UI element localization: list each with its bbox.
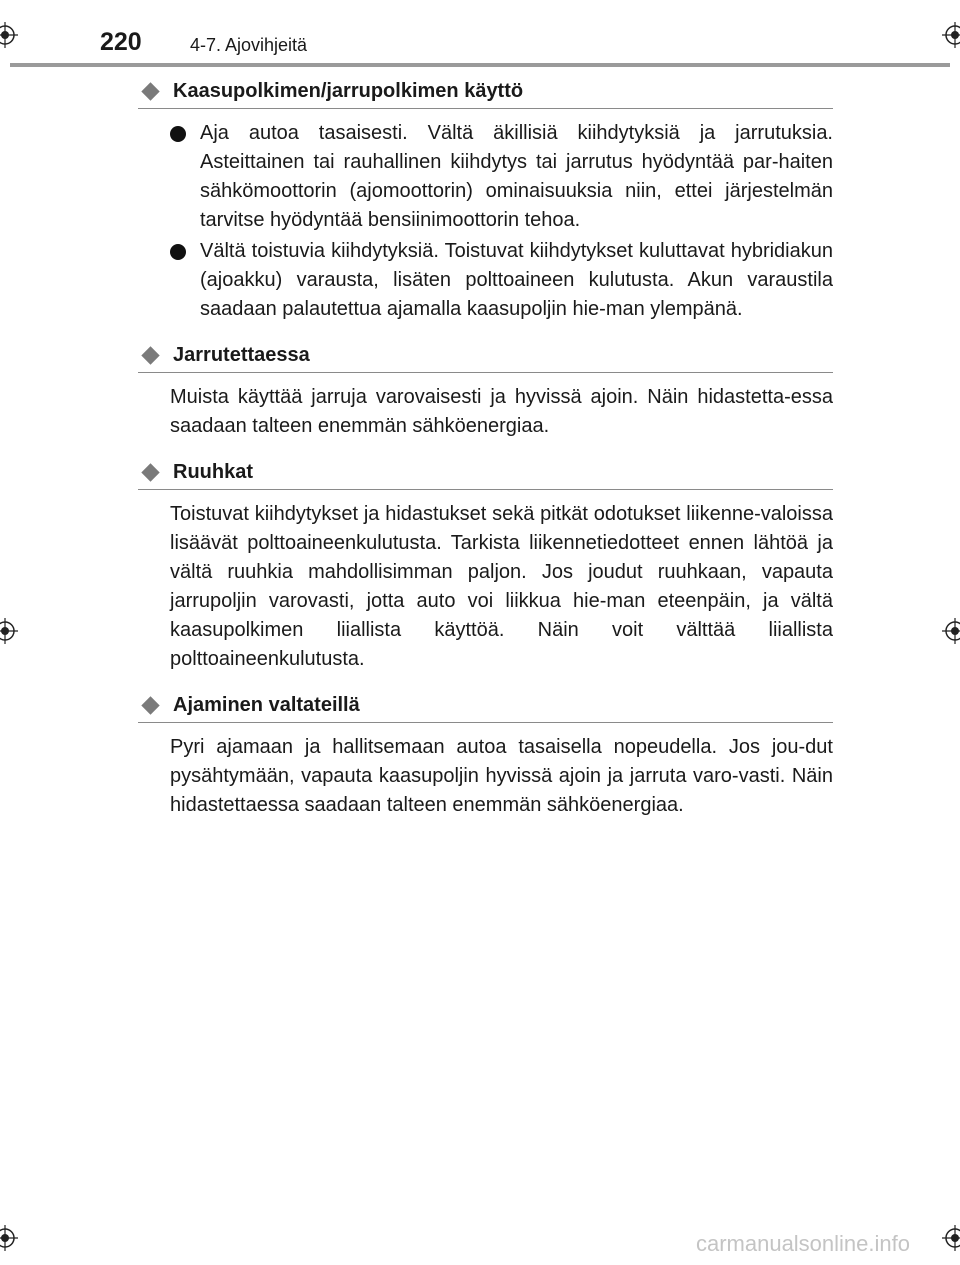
bullet-icon [170,244,186,260]
section-title: Kaasupolkimen/jarrupolkimen käyttö [173,80,524,102]
diamond-icon [141,82,159,100]
section-title: Jarrutettaessa [173,344,310,366]
page-content [138,76,833,836]
section-traffic-jams [138,457,833,674]
section-title: Ruuhkat [173,461,253,483]
registration-mark-icon [0,618,18,644]
section-header [138,457,833,490]
section-paragraph: Toistuvat kiihdytykset ja hidastukset sekä pitkät odotukset liikenne-valoissa lisäävät polttoaineenkulutusta. Tarkista liikennetiedotteet ennen lähtöä ja vältä ruuhkia mahdollisimman paljon. Jos joudut ruuhkaan, vapauta jarrupoljin varovasti, jotta auto voi liikkua hie-man eteenpäin, ja vältä kaasupolkimen liiallista käyttöä. Näin voit välttää liiallista polttoaineenkulutusta. [170,503,833,670]
bullet-item [138,237,833,324]
section-paragraph: Pyri ajamaan ja hallitsemaan autoa tasaisella nopeudella. Jos jou-dut pysähtymään, vapauta kaasupoljin hyvissä ajoin ja jarruta varo-vasti. Näin hidastettaessa saadaan talteen enemmän sähköenergiaa. [170,736,833,816]
diamond-icon [141,346,159,364]
section-title: Ajaminen valtateillä [173,694,360,716]
bullet-text: Aja autoa tasaisesti. Vältä äkillisiä kiihdytyksiä ja jarrutuksia. Asteittainen tai rauhallinen kiihdytys tai jarrutus hyödyntää par-haiten sähkömoottorin (ajomoottorin) ominaisuuksia niin, ettei järjestelmän tarvitse hyödyntää bensiinimoottorin tehoa. [200,122,833,231]
registration-mark-icon [0,22,18,48]
section-pedal-use [138,76,833,324]
bullet-item [138,119,833,235]
section-header [138,690,833,723]
diamond-icon [141,463,159,481]
page-header [0,0,960,70]
registration-mark-icon [942,1225,960,1251]
section-braking [138,340,833,441]
diamond-icon [141,696,159,714]
section-paragraph: Muista käyttää jarruja varovaisesti ja hyvissä ajoin. Näin hidastetta-essa saadaan talteen enemmän sähköenergiaa. [170,386,833,437]
watermark: carmanualsonline.info [695,1231,910,1256]
chapter-title: 4-7. Ajovihjeitä [190,35,308,55]
registration-mark-icon [0,1225,18,1251]
section-header [138,340,833,373]
section-header [138,76,833,109]
bullet-text: Vältä toistuvia kiihdytyksiä. Toistuvat kiihdytykset kuluttavat hybridiakun (ajoakku) varausta, lisäten polttoaineen kulutusta. Akun varaustila saadaan palautettua ajamalla kaasupoljin hie-man ylempänä. [200,240,833,320]
page-number: 220 [100,28,142,56]
section-highway-driving [138,690,833,820]
bullet-icon [170,126,186,142]
registration-mark-icon [942,22,960,48]
registration-mark-icon [942,618,960,644]
header-rule [10,63,950,67]
